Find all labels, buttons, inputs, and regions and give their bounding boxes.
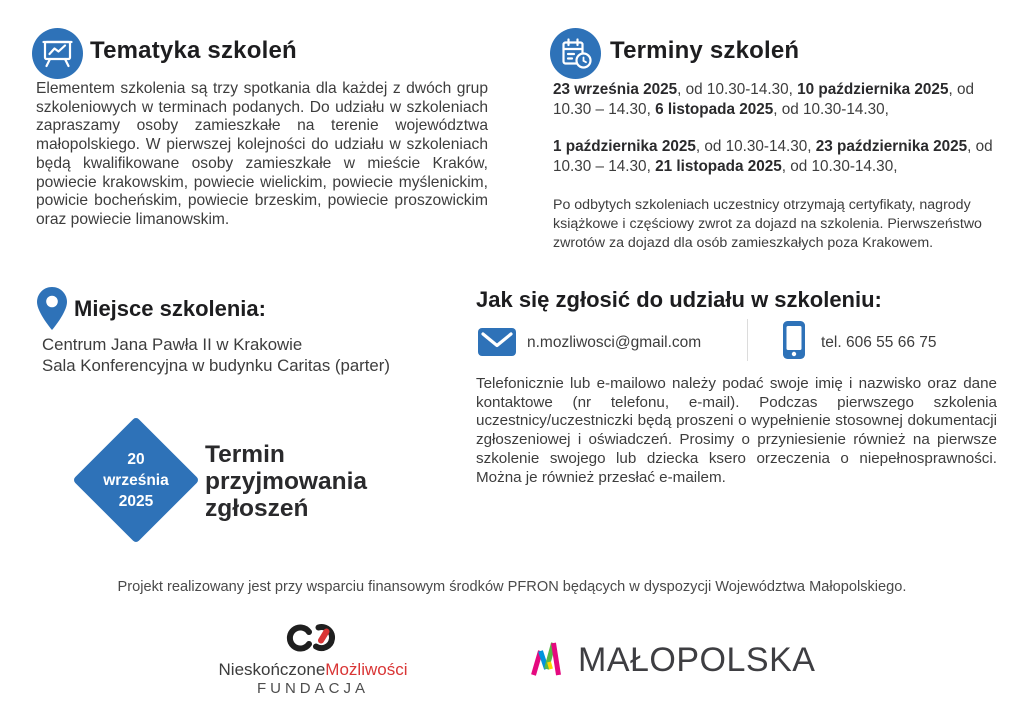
deadline-date-month: września [103, 471, 169, 489]
deadline-date-day: 20 [127, 450, 145, 468]
miejsce-heading: Miejsce szkolenia: [74, 296, 266, 321]
fundacja-name-part2: Możliwości [325, 660, 408, 679]
contact-divider [747, 319, 748, 361]
location-pin-icon [37, 287, 67, 335]
fundacja-subtitle: FUNDACJA [256, 680, 369, 697]
calendar-clock-icon [550, 28, 601, 84]
terminy-group2: 1 października 2025, od 10.30-14.30, 23 października 2025, od 10.30 – 14.30, 21 listopada 2025, od 10.30-14.30, [553, 138, 993, 175]
fundacja-name-part1: Nieskończone [218, 660, 326, 679]
phone-icon [783, 321, 805, 364]
terminy-group1: 23 września 2025, od 10.30-14.30, 10 października 2025, od 10.30 – 14.30, 6 listopada 2025, od 10.30-14.30, [553, 81, 974, 118]
address-line-2: Sala Konferencyjna w budynku Caritas (parter) [42, 355, 390, 375]
address-block [42, 335, 502, 376]
terminy-heading: Terminy szkoleń [610, 37, 800, 64]
fundacja-infinity-logo-icon [285, 622, 343, 659]
tematyka-paragraph: Elementem szkolenia są trzy spotkania dla każdej z dwóch grup szkoleniowych w terminach podanych. Do udziału w szkoleniach zapraszamy osoby zamieszkałe na terenie województwa małopolskiego. W pierwszej kolejności do udziału w szkoleniach będą kwalifikowane osoby zamieszkałe w mieście Kraków, powiecie krakowskim, powiecie wielickim, powiecie myślenickim, powicie bocheńskim, powiecie brzeskim, powiecie proszowickim oraz powiecie limanowskim. [36, 80, 488, 228]
deadline-label: Termin przyjmowania zgłoszeń [205, 441, 368, 522]
phone-text: tel. 606 55 66 75 [821, 334, 937, 351]
deadline-date [66, 435, 206, 525]
terminy-note: Po odbytych szkoleniach uczestnicy otrzymają certyfikaty, nagrody książkowe i częściowy zwrot za dojazd na szkolenia. Pierwszeństwo zwrotów za dojazd dla osób zamieszkałych poza Krakowem. [553, 197, 982, 251]
address-line-1: Centrum Jana Pawła II w Krakowie [42, 335, 303, 354]
presentation-board-icon [32, 28, 83, 84]
zgloszenie-heading: Jak się zgłosić do udziału w szkoleniu: [476, 287, 882, 312]
malopolska-label: MAŁOPOLSKA [578, 641, 816, 679]
email-envelope-icon [478, 328, 516, 361]
zgloszenie-paragraph: Telefonicznie lub e-mailowo należy podać swoje imię i nazwisko oraz dane kontaktowe (nr telefonu, e-mail). Podczas pierwszego szkolenia uczestnicy/uczestniczki będą proszeni o wypełnienie stosownej dokumentacji zgłoszeniowej i oświadczeń. Prosimy o przyniesienie również na pierwsze szkolenie swojego lub dziecka ksero orzeczenia o niepełnosprawności. Można je również przesłać e-mailem. [476, 375, 997, 486]
footer-note: Projekt realizowany jest przy wsparciu finansowym środków PFRON będących w dyspozycji Województwa Małopolskiego. [117, 579, 907, 595]
fundacja-name [163, 660, 463, 680]
deadline-date-year: 2025 [118, 492, 154, 510]
malopolska-m-logo-icon [530, 640, 562, 681]
email-text: n.mozliwosci@gmail.com [527, 334, 702, 351]
tematyka-heading: Tematyka szkoleń [90, 37, 297, 64]
